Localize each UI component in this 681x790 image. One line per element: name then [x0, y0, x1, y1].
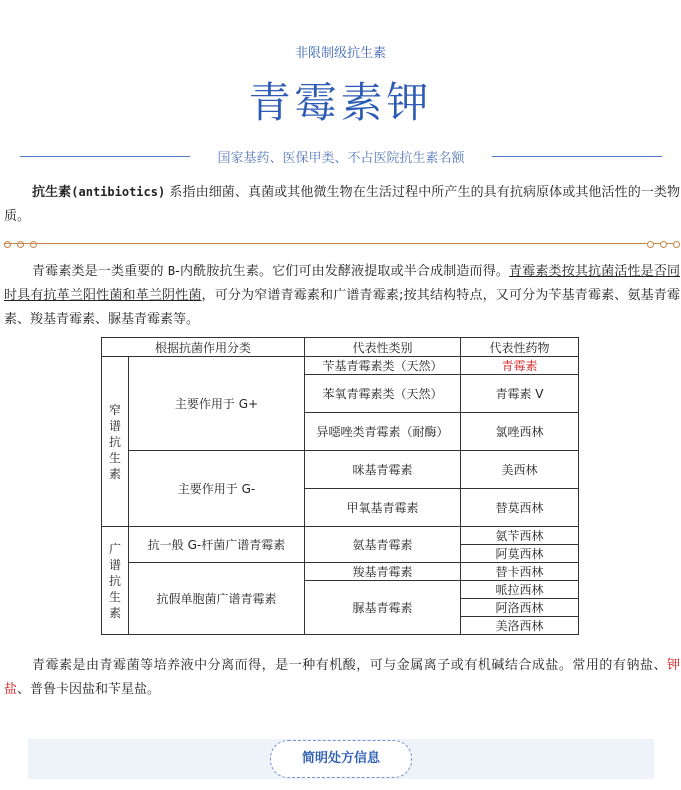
closing-paragraph [4, 654, 680, 702]
classification-table [101, 337, 579, 635]
beta-code: B [167, 264, 176, 278]
g-minus-label: 主要作用于 G- [129, 451, 305, 527]
para-text: -内酰胺抗生素。它们可由发酵液提取或半合成制造而得。 [175, 264, 510, 279]
table-cell: 美洛西林 [461, 617, 579, 635]
highlight-text: 钾盐 [4, 658, 680, 697]
table-header: 代表性类别 [305, 338, 461, 357]
para-text: 、普鲁卡因盐和苄星盐。 [17, 682, 161, 697]
broad-1-label: 抗一般 G-杆菌广谱青霉素 [129, 527, 305, 563]
table-cell: 阿洛西林 [461, 599, 579, 617]
section-subtitle: 非限制级抗生素 [294, 46, 386, 61]
intro-text: 系指由细菌、真菌或其他微生物在生活过程中所产生的具有抗病原体或其他活性的一类物质。 [4, 185, 680, 224]
underlined-text: 青霉素类按其抗菌活性是否同时具有抗革兰阳性菌和革兰阴性菌 [4, 264, 680, 303]
tagline-rule-right [492, 156, 662, 157]
divider-dot [660, 241, 667, 248]
divider-line [4, 243, 680, 244]
para-text: 青霉素是由青霉菌等培养液中分离而得，是一种有机酸，可与金属离子或有机碱结合成盐。常用的有钠盐、 [32, 658, 667, 673]
page-title: 青霉素钾 [248, 78, 433, 127]
table-cell: 替莫西林 [461, 489, 579, 527]
table-cell: 阿莫西林 [461, 545, 579, 563]
table-cell: 异噁唑类青霉素（耐酶） [305, 413, 461, 451]
intro-term: 抗生素 [32, 185, 72, 200]
table-header: 代表性药物 [461, 338, 579, 357]
table-cell: 苯氧青霉素类（天然） [305, 375, 461, 413]
broad-label-text: 广 谱 抗 生 素 [108, 541, 121, 620]
intro-paragraph [4, 180, 680, 229]
divider-dot [673, 241, 680, 248]
table-cell: 青霉素 [461, 357, 579, 375]
g-plus-label: 主要作用于 G+ [129, 357, 305, 451]
table-cell: 氨基青霉素 [305, 527, 461, 563]
para-text: 青霉素类是一类重要的 [32, 264, 168, 279]
tagline: 国家基药、医保甲类、不占医院抗生素名额 [217, 151, 465, 166]
table-cell: 咪基青霉素 [305, 451, 461, 489]
broad-2-label: 抗假单胞菌广谱青霉素 [129, 563, 305, 635]
table-cell: 氨苄西林 [461, 527, 579, 545]
ornament-divider [4, 240, 680, 248]
table-cell: 美西林 [461, 451, 579, 489]
table-cell: 青霉素 V [461, 375, 579, 413]
narrow-label-text: 窄 谱 抗 生 素 [108, 402, 121, 481]
tagline-row [20, 147, 662, 165]
intro-term-en: (antibiotics) [71, 185, 166, 199]
table-cell: 替卡西林 [461, 563, 579, 581]
table-cell: 苄基青霉素类（天然） [305, 357, 461, 375]
table-cell: 脲基青霉素 [305, 581, 461, 635]
divider-dot [647, 241, 654, 248]
narrow-spectrum-label [102, 357, 129, 527]
broad-spectrum-label [102, 527, 129, 635]
para-text: ，可分为窄谱青霉素和广谱青霉素;按其结构特点，又可分为苄基青霉素、氨基青霉素、羧基青霉素、脲基青霉素等。 [4, 288, 680, 327]
table-cell: 羧基青霉素 [305, 563, 461, 581]
prescribing-info-button[interactable]: 简明处方信息 [270, 740, 412, 778]
classification-paragraph [4, 259, 680, 332]
table-cell: 氯唑西林 [461, 413, 579, 451]
table-cell: 甲氧基青霉素 [305, 489, 461, 527]
table-cell: 哌拉西林 [461, 581, 579, 599]
table-header: 根据抗菌作用分类 [102, 338, 305, 357]
